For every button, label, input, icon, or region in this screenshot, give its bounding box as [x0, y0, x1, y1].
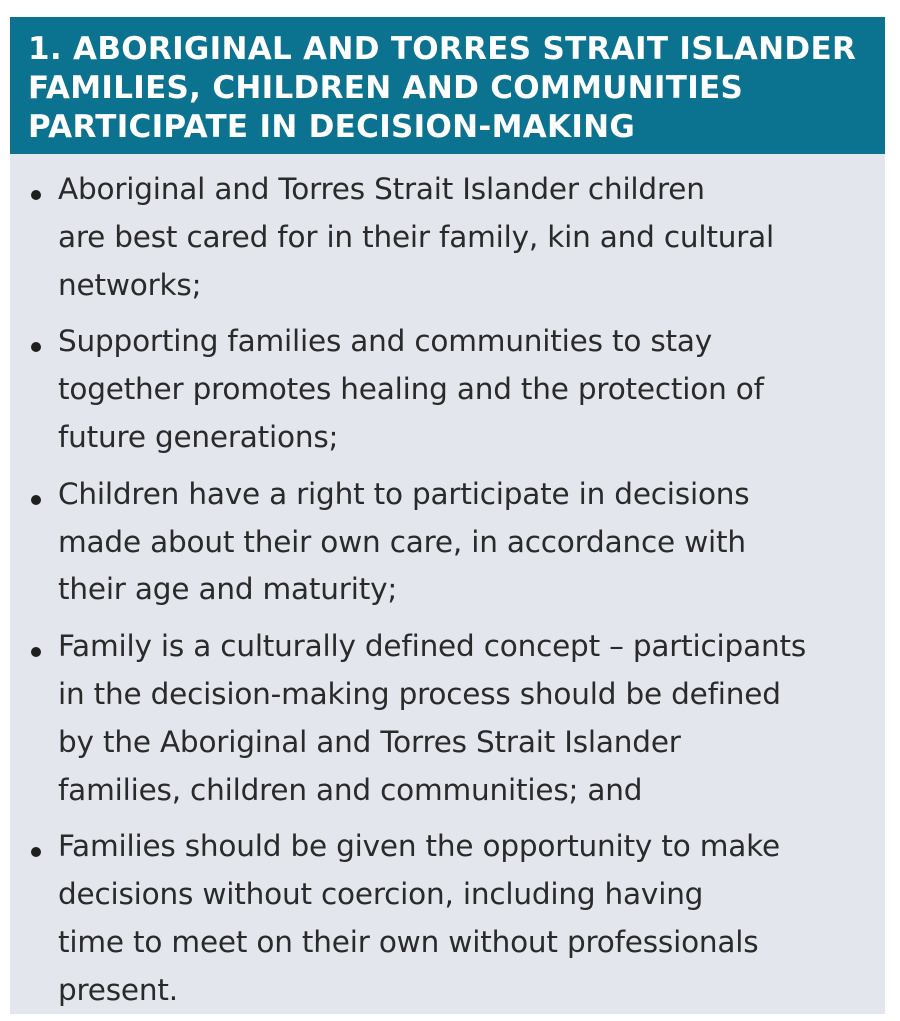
bullet-text-line: made about their own care, in accordance with — [58, 524, 746, 559]
bullet-icon — [31, 495, 41, 505]
bullet-icon — [31, 190, 41, 200]
bullet-text-line: are best cared for in their family, kin and cultural — [58, 219, 775, 254]
bullet-text-line: Supporting families and communities to stay — [58, 324, 713, 359]
bullet-text-line: families, children and communities; and — [58, 772, 643, 807]
bullet-text-line: by the Aboriginal and Torres Strait Islander — [58, 724, 681, 759]
title-line: 1. ABORIGINAL AND TORRES STRAIT ISLANDER — [28, 31, 857, 67]
panel-title — [28, 30, 869, 147]
bullet-item — [10, 166, 885, 309]
bullet-text-line: future generations; — [58, 419, 339, 454]
title-line: FAMILIES, CHILDREN AND COMMUNITIES — [28, 70, 744, 106]
bullet-text-line: Children have a right to participate in decisions — [58, 476, 750, 511]
bullet-text-line: time to meet on their own without professionals — [58, 924, 759, 959]
principle-panel — [10, 17, 885, 1014]
bullet-icon — [31, 847, 41, 857]
bullet-text-line: Families should be given the opportunity to make — [58, 829, 780, 864]
bullet-icon — [31, 647, 41, 657]
bullet-item — [10, 623, 885, 814]
bullet-item — [10, 471, 885, 614]
bullet-text-line: decisions without coercion, including having — [58, 877, 704, 912]
bullet-text-line: Family is a culturally defined concept – participants — [58, 629, 806, 664]
bullet-list — [10, 154, 885, 1015]
bullet-text-line: in the decision-making process should be defined — [58, 676, 781, 711]
bullet-text-line: present. — [58, 972, 178, 1007]
bullet-text-line: Aboriginal and Torres Strait Islander children — [58, 172, 705, 206]
bullet-item — [10, 318, 885, 461]
bullet-text-line: their age and maturity; — [58, 572, 398, 607]
bullet-text-line: networks; — [58, 267, 202, 302]
bullet-text-line: together promotes healing and the protection of — [58, 372, 764, 407]
panel-header — [10, 17, 885, 154]
title-line: PARTICIPATE IN DECISION-MAKING — [28, 109, 636, 145]
bullet-icon — [31, 342, 41, 352]
bullet-item — [10, 823, 885, 1014]
